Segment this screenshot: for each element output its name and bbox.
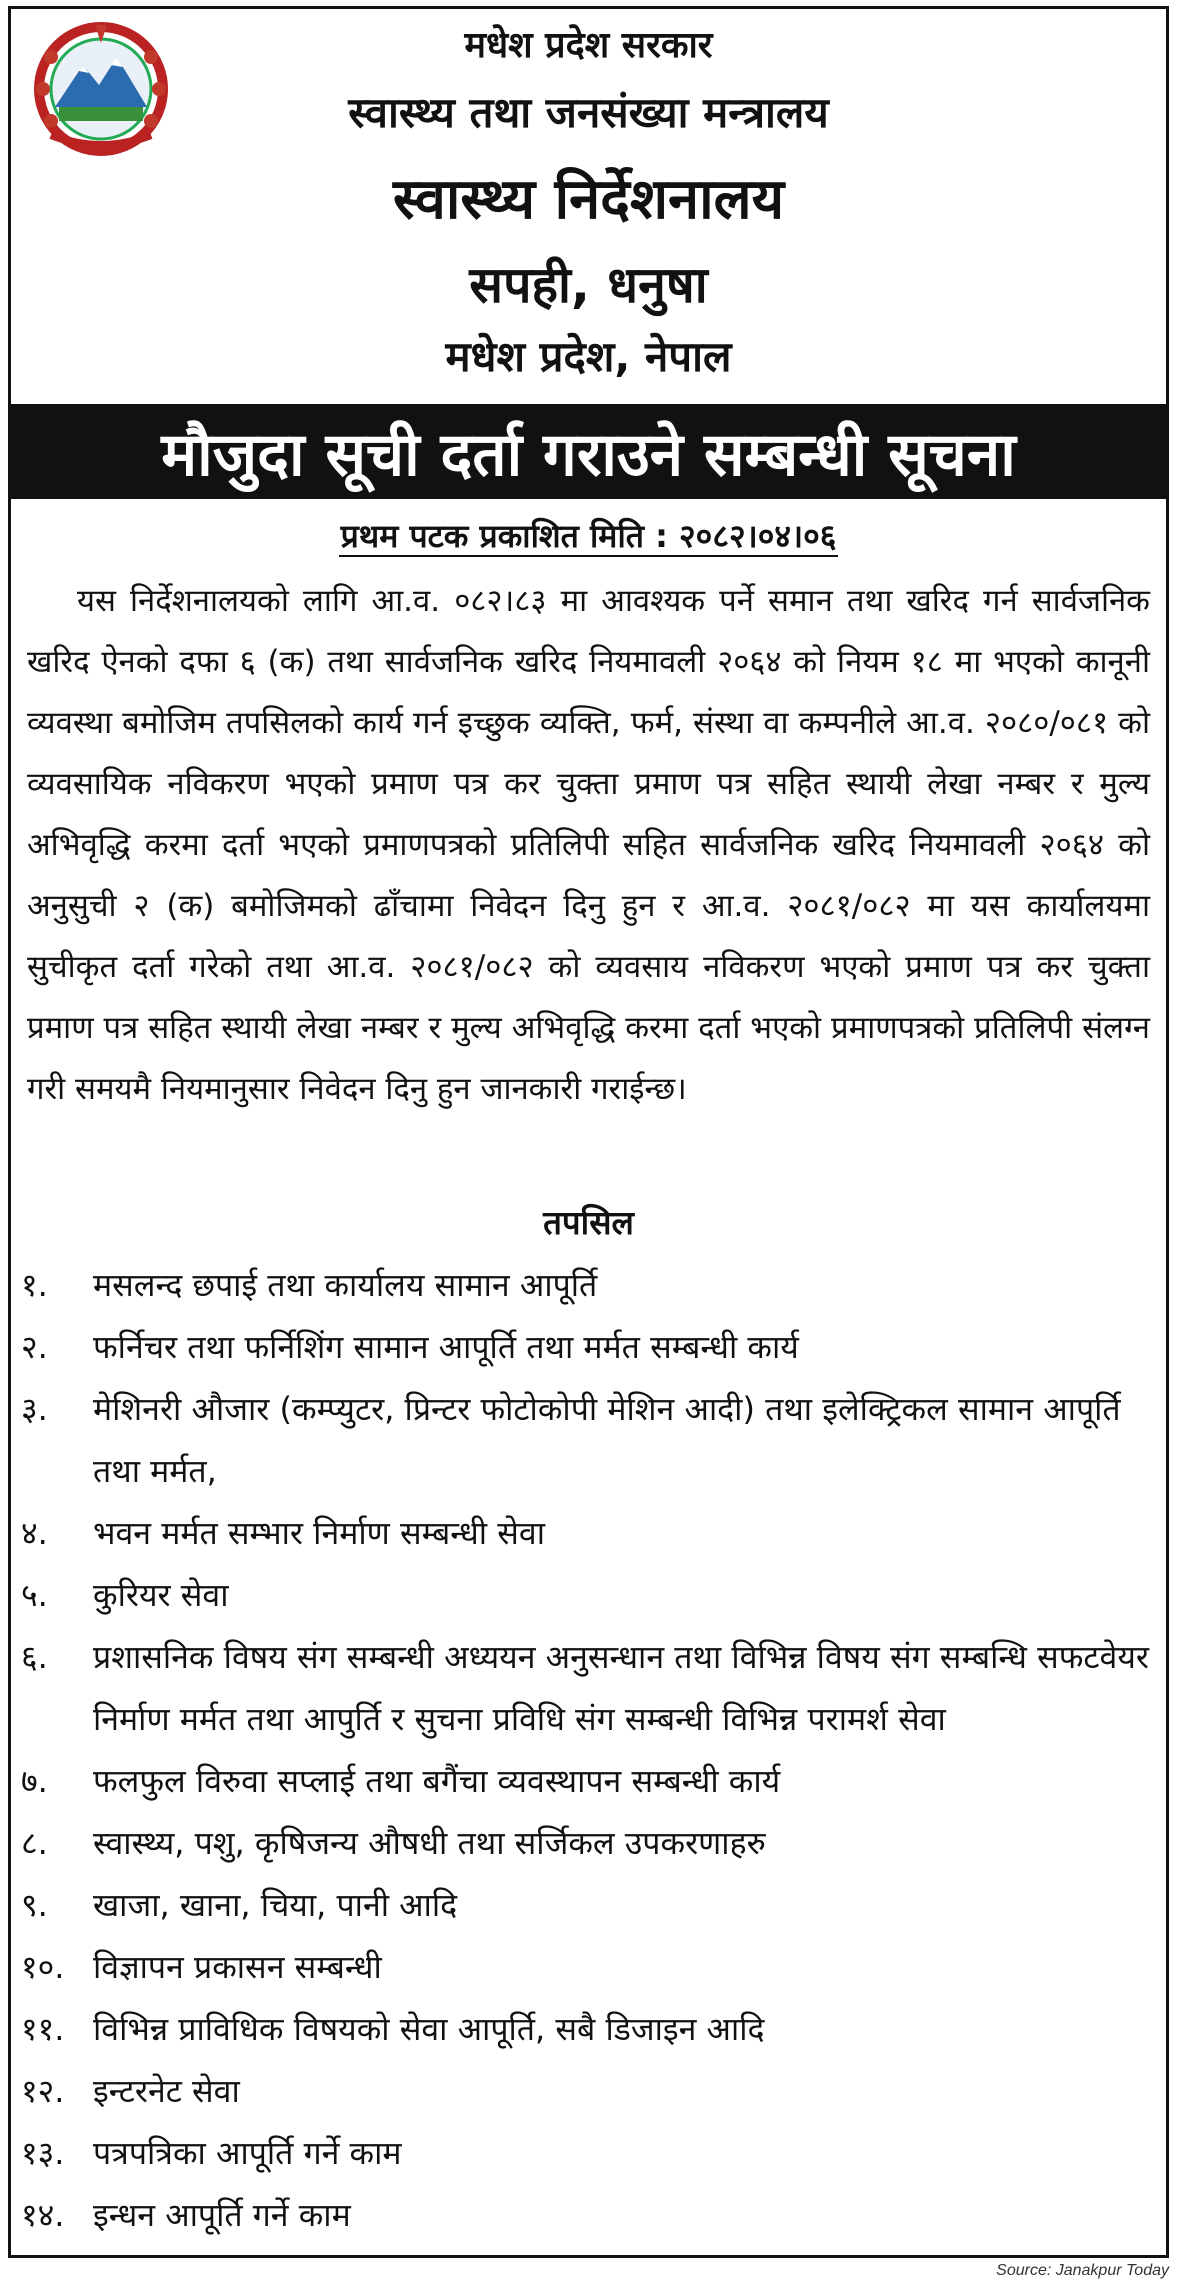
publish-date	[11, 514, 1166, 557]
list-item-number: ७.	[21, 1762, 48, 1800]
list-item-text: प्रशासनिक विषय संग सम्बन्धी अध्ययन अनुसन्धान तथा विभिन्न विषय संग सम्बन्धि सफटवेयर निर्माण मर्मत तथा आपुर्ति र सुचना प्रविधि संग सम्बन्धी विभिन्न परामर्श सेवा	[93, 1638, 1149, 1738]
list-item-text: खाजा, खाना, चिया, पानी आदि	[93, 1886, 458, 1924]
list-item-number: ८.	[21, 1824, 48, 1862]
list-item-number: ९.	[21, 1886, 48, 1924]
list-item-text: मेशिनरी औजार (कम्प्युटर, प्रिन्टर फोटोकोपी मेशिन आदी) तथा इलेक्ट्रिकल सामान आपूर्ति तथा मर्मत,	[93, 1390, 1121, 1490]
list-item	[11, 1626, 1166, 1750]
source-credit: Source: Janakpur Today	[996, 2262, 1169, 2279]
list-item	[11, 1502, 1166, 1564]
list-item-text: स्वास्थ्य, पशु, कृषिजन्य औषधी तथा सर्जिकल उपकरणाहरु	[93, 1824, 766, 1862]
list-item	[11, 1316, 1166, 1378]
list-item-number: ११.	[21, 2010, 65, 2048]
list-item-number: ४.	[21, 1514, 48, 1552]
list-item	[11, 1874, 1166, 1936]
tapsil-heading: तपसिल	[543, 1203, 634, 1242]
list-item-text: पत्रपत्रिका आपूर्ति गर्ने काम	[93, 2134, 402, 2172]
header-line-4: सपही, धनुषा	[469, 256, 708, 314]
header-line-3: स्वास्थ्य निर्देशनालय	[392, 167, 785, 232]
list-item-text: कुरियर सेवा	[93, 1576, 229, 1614]
list-item-text: मसलन्द छपाई तथा कार्यालय सामान आपूर्ति	[93, 1266, 598, 1304]
header-line-1: मधेश प्रदेश सरकार	[464, 25, 713, 66]
list-item	[11, 1812, 1166, 1874]
list-item-text: इन्टरनेट सेवा	[93, 2072, 240, 2110]
list-item-number: ५.	[21, 1576, 48, 1614]
publish-date-text: प्रथम पटक प्रकाशित मिति : २०८२।०४।०६	[340, 517, 837, 555]
list-item	[11, 2060, 1166, 2122]
list-item-text: इन्धन आपूर्ति गर्ने काम	[93, 2196, 351, 2234]
notice-frame	[8, 6, 1169, 2258]
list-item-number: १०.	[21, 1948, 65, 1986]
header-line-2: स्वास्थ्य तथा जनसंख्या मन्त्रालय	[348, 88, 829, 137]
list-item-text: विभिन्न प्राविधिक विषयको सेवा आपूर्ति, सबै डिजाइन आदि	[93, 2010, 765, 2048]
notice-body-paragraph: यस निर्देशनालयको लागि आ.व. ०८२।८३ मा आवश्यक पर्ने समान तथा खरिद गर्न सार्वजनिक खरिद ऐनको दफा ६ (क) तथा सार्वजनिक खरिद नियमावली २०६४ को नियम १८ मा भएको कानूनी व्यवस्था बमोजिम तपसिलको कार्य गर्न इच्छुक व्यक्ति, फर्म, संस्था वा कम्पनीले आ.व. २०८०/०८१ को व्यवसायिक नविकरण भएको प्रमाण पत्र कर चुक्ता प्रमाण पत्र सहित स्थायी लेखा नम्बर र मुल्य अभिवृद्धि करमा दर्ता भएको प्रमाणपत्रको प्रतिलिपी सहित सार्वजनिक खरिद नियमावली २०६४ को अनुसुची २ (क) बमोजिमको ढाँचामा निवेदन दिनु हुन र आ.व. २०८१/०८२ मा यस कार्यालयमा सुचीकृत दर्ता गरेको तथा आ.व. २०८१/०८२ को व्यवसाय नविकरण भएको प्रमाण पत्र कर चुक्ता प्रमाण पत्र सहित स्थायी लेखा नम्बर र मुल्य अभिवृद्धि करमा दर्ता भएको प्रमाणपत्रको प्रतिलिपी संलग्न गरी समयमै नियमानुसार निवेदन दिनु हुन जानकारी गराईन्छ।	[27, 583, 1150, 1107]
list-item	[11, 1936, 1166, 1998]
header-line-5: मधेश प्रदेश, नेपाल	[445, 332, 732, 381]
list-item-number: १३.	[21, 2134, 65, 2172]
notice-header	[11, 9, 1166, 401]
list-item	[11, 2122, 1166, 2184]
list-item-number: १.	[21, 1266, 48, 1304]
list-item-number: १४.	[21, 2196, 65, 2234]
list-item	[11, 1750, 1166, 1812]
list-item	[11, 1254, 1166, 1316]
list-item-text: विज्ञापन प्रकासन सम्बन्धी	[93, 1948, 382, 1986]
notice-title-banner: मौजुदा सूची दर्ता गराउने सम्बन्धी सूचना	[11, 404, 1166, 499]
list-item-number: ६.	[21, 1638, 48, 1676]
list-item-number: २.	[21, 1328, 48, 1366]
tapsil-list	[11, 1254, 1166, 2246]
list-item	[11, 1998, 1166, 2060]
list-item-text: भवन मर्मत सम्भार निर्माण सम्बन्धी सेवा	[93, 1514, 545, 1552]
list-item-text: फर्निचर तथा फर्निशिंग सामान आपूर्ति तथा मर्मत सम्बन्धी कार्य	[93, 1328, 799, 1366]
list-item-number: १२.	[21, 2072, 65, 2110]
list-item-text: फलफुल विरुवा सप्लाई तथा बगैंचा व्यवस्थापन सम्बन्धी कार्य	[93, 1762, 781, 1800]
list-item-number: ३.	[21, 1390, 48, 1428]
list-item	[11, 2184, 1166, 2246]
list-item	[11, 1564, 1166, 1626]
list-item	[11, 1378, 1166, 1502]
